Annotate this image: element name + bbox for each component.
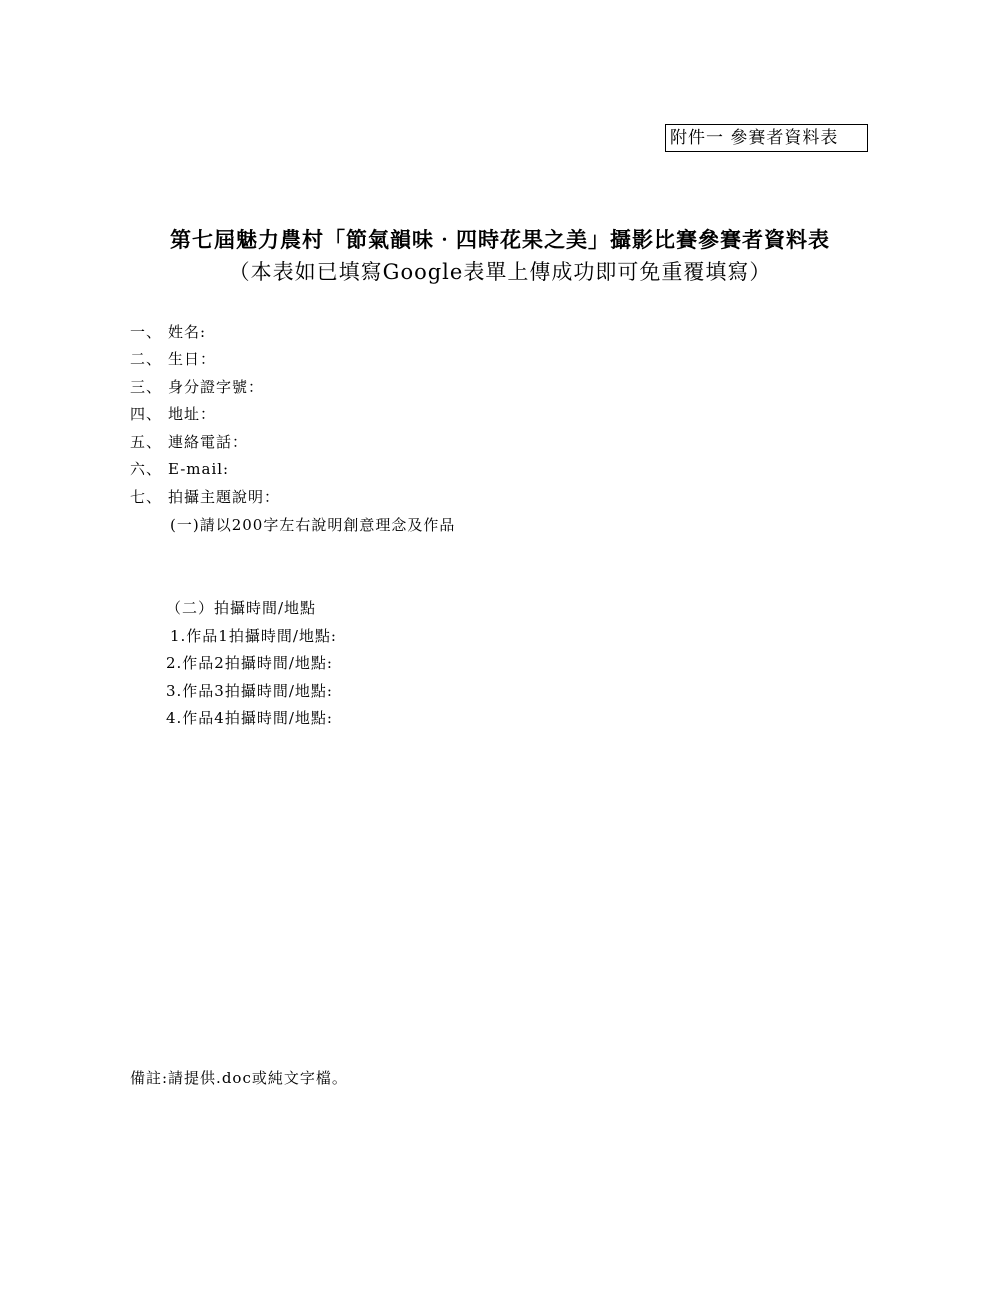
field-label: 地址： xyxy=(168,405,217,423)
field-label: 姓名: xyxy=(168,323,207,341)
field-label: 拍攝主題說明： xyxy=(168,488,281,506)
field-label: E-mail: xyxy=(168,460,230,478)
footnote: 備註:請提供.doc或純文字檔。 xyxy=(130,1069,348,1087)
form-subtitle: （本表如已填寫Google表單上傳成功即可免重覆填寫） xyxy=(228,260,772,284)
field-label: 身分證字號： xyxy=(168,378,265,396)
form-title: 第七屆魅力農村「節氣韻味‧四時花果之美」攝影比賽參賽者資料表 xyxy=(170,227,830,252)
field-number: 七、 xyxy=(130,488,163,506)
annex-label: 附件一 參賽者資料表 xyxy=(665,124,868,152)
work-item-4: 4.作品4拍攝時間/地點: xyxy=(166,709,333,727)
field-birthday xyxy=(130,349,216,369)
field-label: 連絡電話： xyxy=(168,433,249,451)
field-name xyxy=(130,322,206,342)
field-phone xyxy=(130,432,248,452)
field-theme-description xyxy=(130,487,280,507)
field-address xyxy=(130,404,216,424)
field-id-number xyxy=(130,377,264,397)
field-label: 生日： xyxy=(168,350,217,368)
field-number: 五、 xyxy=(130,433,163,451)
field-number: 六、 xyxy=(130,460,163,478)
work-item-1: 1.作品1拍攝時間/地點: xyxy=(170,627,337,645)
field-number: 二、 xyxy=(130,350,163,368)
field-number: 三、 xyxy=(130,378,163,396)
work-item-3: 3.作品3拍攝時間/地點: xyxy=(166,682,333,700)
field-number: 一、 xyxy=(130,323,163,341)
field-email xyxy=(130,459,229,479)
sub-item-concept: (一)請以200字左右說明創意理念及作品 xyxy=(170,516,456,534)
work-item-2: 2.作品2拍攝時間/地點: xyxy=(166,654,333,672)
sub-item-time-place: （二）拍攝時間/地點 xyxy=(166,599,317,617)
field-number: 四、 xyxy=(130,405,163,423)
